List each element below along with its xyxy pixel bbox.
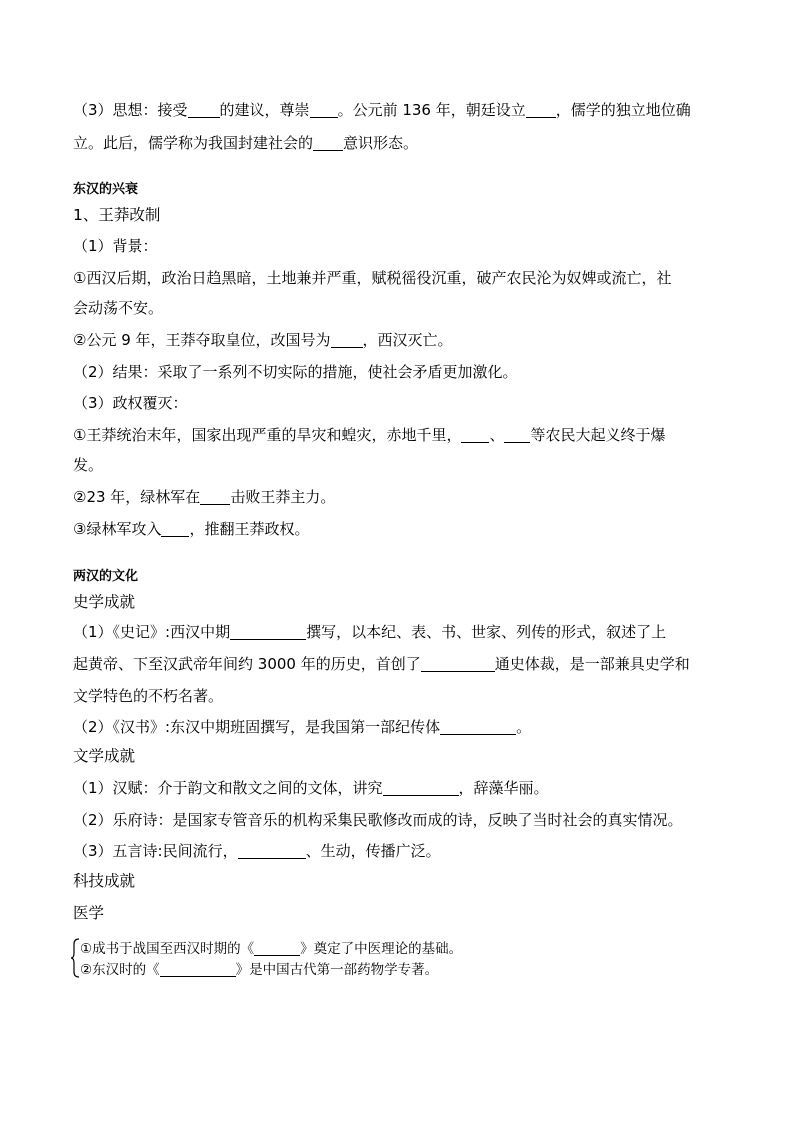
text: 立。此后，儒学称为我国封建社会的 <box>73 134 314 152</box>
background-label: （1）背景： <box>73 237 158 255</box>
text: ，推翻王莽政权。 <box>189 520 310 538</box>
fill-blank[interactable] <box>383 780 459 796</box>
yuefu-line: （2）乐府诗：是国家专管音乐的机构采集民歌修改而成的诗，反映了当时社会的真实情况。 <box>73 811 683 829</box>
text: ②23 年，绿林军在 <box>73 488 201 506</box>
hanfu-line <box>73 778 549 798</box>
text: ①成书于战国至西汉时期的《 <box>80 941 255 957</box>
text: （3）五言诗:民间流行， <box>73 842 238 860</box>
text: 、 <box>489 426 505 444</box>
text: （3）思想：接受 <box>73 101 188 119</box>
text: 》是中国古代第一部药物学专著。 <box>235 962 439 978</box>
background-item-2 <box>73 330 453 350</box>
fill-blank[interactable] <box>526 102 556 118</box>
fill-blank[interactable] <box>310 102 338 118</box>
fall-item-1 <box>73 425 665 445</box>
fill-blank[interactable] <box>200 489 230 505</box>
text: 。 <box>516 718 532 736</box>
text: 》奠定了中医理论的基础。 <box>300 941 463 957</box>
medicine-item-1 <box>80 939 462 959</box>
section-heading-culture: 两汉的文化 <box>73 569 139 584</box>
fill-blank[interactable] <box>461 427 489 443</box>
text: （1）《史记》:西汉中期 <box>73 623 231 641</box>
text: 意识形态。 <box>343 134 419 152</box>
thought-line-1 <box>73 100 691 120</box>
science-achievements-title: 科技成就 <box>73 872 136 890</box>
fall-label: （3）政权覆灭： <box>73 394 188 412</box>
fill-blank[interactable] <box>331 332 363 348</box>
thought-line-2 <box>73 133 418 153</box>
section-heading-donghan: 东汉的兴衰 <box>73 182 139 197</box>
text: 、生动，传播广泛。 <box>305 842 441 860</box>
text: ，西汉灭亡。 <box>362 331 453 349</box>
fill-blank[interactable] <box>161 521 189 537</box>
text: 。公元前 136 年，朝廷设立 <box>337 101 526 119</box>
text: ③绿林军攻入 <box>73 520 162 538</box>
text: ①王莽统治末年，国家出现严重的旱灾和蝗灾，赤地千里， <box>73 426 462 444</box>
fill-blank[interactable] <box>440 719 516 735</box>
text: 撰写，以本纪、表、书、世家、列传的形式，叙述了上 <box>306 623 667 641</box>
history-achievements-title: 史学成就 <box>73 593 136 611</box>
background-item-1a: ①西汉后期，政治日趋黑暗，土地兼并严重，赋税徭役沉重，破产农民沦为奴婢或流亡，社 <box>73 269 672 287</box>
result-line: （2）结果：采取了一系列不切实际的措施，使社会矛盾更加激化。 <box>73 363 518 381</box>
shiji-line-1 <box>73 622 666 642</box>
background-item-1b: 会动荡不安。 <box>73 299 164 317</box>
fill-blank[interactable] <box>313 135 343 151</box>
text: ②东汉时的《 <box>80 962 160 978</box>
shiji-line-2 <box>73 654 690 674</box>
text: 等农民大起义终于爆 <box>530 426 666 444</box>
literature-achievements-title: 文学成就 <box>73 747 136 765</box>
text: 击败王莽主力。 <box>230 488 336 506</box>
fall-item-2 <box>73 487 335 507</box>
wuyan-line <box>73 841 441 861</box>
text: 的建议，尊崇 <box>219 101 310 119</box>
fill-blank[interactable] <box>188 102 220 118</box>
fill-blank[interactable] <box>238 843 306 859</box>
fill-blank[interactable] <box>254 942 300 956</box>
fill-blank[interactable] <box>421 656 495 672</box>
text: （1）汉赋：介于韵文和散文之间的文体，讲究 <box>73 779 383 797</box>
text: （2）《汉书》:东汉中期班固撰写，是我国第一部纪传体 <box>73 718 441 736</box>
medicine-title: 医学 <box>73 904 105 922</box>
medicine-item-2 <box>80 960 438 980</box>
text: ②公元 9 年，王莽夺取皇位，改国号为 <box>73 331 331 349</box>
subsection-title-wangmang: 1、王莽改制 <box>73 206 161 224</box>
fall-item-3 <box>73 519 309 539</box>
fill-blank[interactable] <box>504 427 530 443</box>
shiji-line-3: 文学特色的不朽名著。 <box>73 687 224 705</box>
text: 通史体裁，是一部兼具史学和 <box>494 655 690 673</box>
text: ，儒学的独立地位确 <box>555 101 691 119</box>
text: 起黄帝、下至汉武帝年间约 3000 年的历史，首创了 <box>73 655 421 673</box>
text: ，辞藻华丽。 <box>458 779 549 797</box>
curly-brace-icon <box>70 938 80 978</box>
fill-blank[interactable] <box>160 963 236 977</box>
hanshu-line <box>73 717 531 737</box>
fall-item-1-cont: 发。 <box>73 456 104 474</box>
fill-blank[interactable] <box>230 624 306 640</box>
